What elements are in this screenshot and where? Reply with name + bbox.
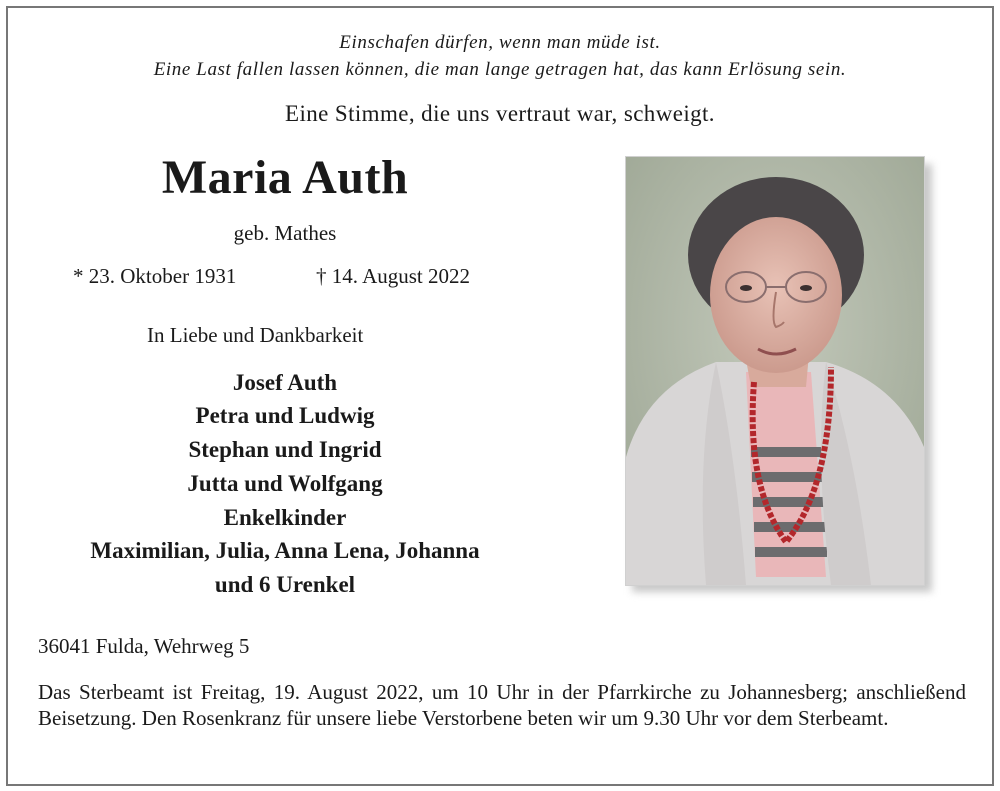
intro-text: In Liebe und Dankbarkeit <box>147 323 364 347</box>
mourner-line: Stephan und Ingrid <box>188 437 382 462</box>
quote-line-1: Einschafen dürfen, wenn man müde ist. <box>339 32 661 53</box>
address: 36041 Fulda, Wehrweg 5 <box>38 634 250 658</box>
death-date: † 14. August 2022 <box>316 264 471 288</box>
mourner-line: Josef Auth <box>232 370 338 395</box>
quote-line-2: Eine Last fallen lassen können, die man lange getragen hat, das kann Erlösung sein. <box>153 59 847 80</box>
mourner-line: Petra und Ludwig <box>195 403 375 428</box>
maiden-name: geb. Mathes <box>233 221 337 245</box>
portrait-photo <box>625 156 925 586</box>
mourner-line: Enkelkinder <box>223 505 347 530</box>
service-announcement: Das Sterbeamt ist Freitag, 19. August 2022, um 10 Uhr in der Pfarrkirche zu Johannesberg; anschließend Beisetzung. Den Rosenkranz für unsere liebe Verstorbene beten wir um 9.30 Uhr vor dem Sterbeamt. <box>38 680 966 730</box>
deceased-name: Maria Auth <box>161 151 409 204</box>
mourner-line: und 6 Urenkel <box>214 572 356 597</box>
mourner-line: Jutta und Wolfgang <box>187 471 383 496</box>
mourner-line: Maximilian, Julia, Anna Lena, Johanna <box>90 538 480 563</box>
birth-date: * 23. Oktober 1931 <box>73 264 237 288</box>
motto: Eine Stimme, die uns vertraut war, schweigt. <box>285 101 715 126</box>
